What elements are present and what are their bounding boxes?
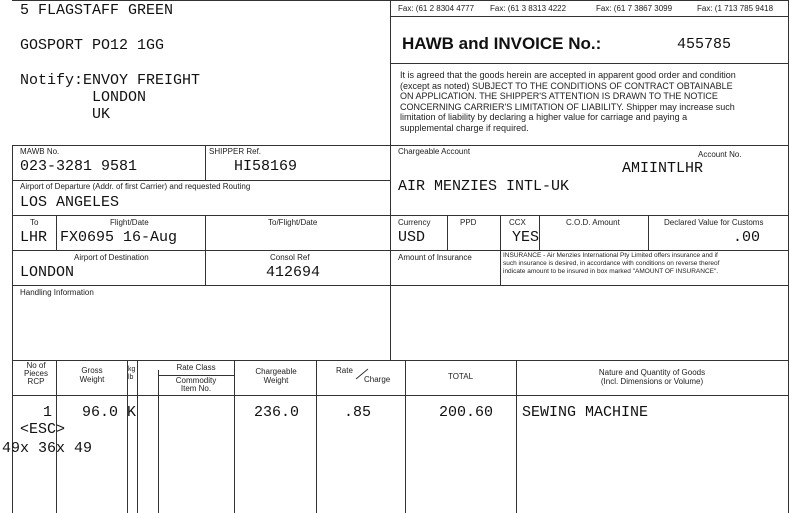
fax-number-4: Fax: (1 713 785 9418 <box>697 4 774 13</box>
notify-line-1: Notify:ENVOY FREIGHT <box>20 72 201 89</box>
mawb-shipper-divider <box>205 145 206 180</box>
col-chargeable-right <box>316 360 317 513</box>
mawb-row-top <box>12 145 788 146</box>
departure-value: LOS ANGELES <box>20 194 120 211</box>
top-border <box>12 0 788 1</box>
currency-label: Currency <box>398 218 431 227</box>
unit-header: kg lb <box>128 366 136 381</box>
shipper-postcode-line: GOSPORT PO12 1GG <box>20 37 165 54</box>
total-header: TOTAL <box>447 372 474 381</box>
esc-code: <ESC> <box>20 421 66 438</box>
destination-row-top <box>12 250 788 251</box>
fax-number-3: Fax: (61 7 3867 3099 <box>596 4 673 13</box>
ccx-value: YES <box>512 229 540 246</box>
account-no-value: AMIINTLHR <box>622 160 704 177</box>
account-no-label: Account No. <box>698 150 742 159</box>
rate-class-header: Rate Class <box>176 363 216 372</box>
goods-chargeable-weight: 236.0 <box>254 404 300 421</box>
terms-line-5: limitation of liability by declaring a higher value for carriage and paying a <box>400 112 688 122</box>
main-vertical-divider <box>390 0 391 360</box>
departure-row-top <box>12 180 390 181</box>
to-flight-divider <box>56 215 57 250</box>
commodity-header: Commodity Item No. <box>175 376 217 393</box>
goods-weight-unit: K <box>127 404 137 421</box>
to-label: To <box>30 218 39 227</box>
insurance-note: INSURANCE - Air Menzies International Pty Limited offers insurance and if such insurance is desired, in accordance with conditions on reverse thereof indicate amount to be insured in box marked "AMOUNT OF INSURANCE". <box>503 252 720 275</box>
fax-number-2: Fax: (61 3 8313 4222 <box>490 4 567 13</box>
nature-of-goods-header: Nature and Quantity of Goods (Incl. Dimensions or Volume) <box>598 368 706 386</box>
ppd-label: PPD <box>460 218 477 227</box>
pieces-header: No of Pieces RCP <box>23 361 48 386</box>
goods-header-top <box>12 360 788 361</box>
fax-row-divider <box>390 16 788 17</box>
left-border <box>12 145 13 513</box>
shipper-address-line: 5 FLAGSTAFF GREEN <box>20 2 174 19</box>
consol-ref-label: Consol Ref <box>270 253 310 262</box>
terms-line-4: CONCERNING CARRIER'S LIMITATION OF LIABILITY. Shipper may increase such <box>400 101 735 112</box>
currency-ppd-divider <box>447 215 448 250</box>
chargeable-account-value: AIR MENZIES INTL-UK <box>398 178 570 195</box>
notify-line-3: UK <box>92 106 111 123</box>
col-unit-right <box>137 360 138 513</box>
chargeable-account-label: Chargeable Account <box>398 147 471 156</box>
hawb-row-divider <box>390 63 788 64</box>
ccx-label: CCX <box>509 218 526 227</box>
chargeable-weight-header: Chargeable Weight <box>255 367 297 385</box>
goods-gross-weight: 96.0 <box>82 404 119 421</box>
declared-value: .00 <box>733 229 761 246</box>
routing-row-top <box>12 215 788 216</box>
gross-weight-header: Gross Weight <box>79 366 105 384</box>
terms-line-6: supplemental charge if required. <box>400 122 529 133</box>
cod-amount-label: C.O.D. Amount <box>566 218 620 227</box>
goods-total: 200.60 <box>439 404 494 421</box>
mawb-number: 023-3281 9581 <box>20 158 138 175</box>
handling-row-top <box>12 285 788 286</box>
to-value: LHR <box>20 229 48 246</box>
terms-text <box>400 70 778 133</box>
goods-pieces: 1 <box>42 404 52 421</box>
col-rate-right <box>405 360 406 513</box>
cod-declared-divider <box>648 215 649 250</box>
terms-line-1: It is agreed that the goods herein are accepted in apparent good order and condition <box>400 70 736 80</box>
shipper-ref-label: SHIPPER Ref. <box>209 147 262 156</box>
mawb-label: MAWB No. <box>20 147 60 156</box>
goods-dimensions: 49x 36x 49 <box>2 440 93 457</box>
invoice-number: 455785 <box>677 36 732 53</box>
insurance-amount-label: Amount of Insurance <box>398 253 472 262</box>
consol-ref-value: 412694 <box>266 264 321 281</box>
destination-label: Airport of Destination <box>74 253 149 262</box>
fax-number-1: Fax: (61 2 8304 4777 <box>398 4 475 13</box>
handling-information-label: Handling Information <box>20 288 94 297</box>
currency-value: USD <box>398 229 426 246</box>
notify-line-2: LONDON <box>92 89 147 106</box>
terms-line-2: (except as noted) SUBJECT TO THE CONDITIONS OF CONTRACT OBTAINABLE <box>400 80 733 91</box>
col-commodity-right <box>234 360 235 513</box>
terms-line-3: ON APPLICATION. THE SHIPPER'S ATTENTION IS DRAWN TO THE NOTICE <box>400 91 718 101</box>
goods-header-bottom <box>12 395 788 396</box>
right-border <box>788 0 789 513</box>
declared-value-label: Declared Value for Customs <box>664 218 764 227</box>
col-gross-right <box>127 360 128 513</box>
flight-date-label: Flight/Date <box>110 218 149 227</box>
rate-header: Rate <box>336 366 353 375</box>
charge-header: Charge <box>364 375 391 384</box>
flight-date-value: FX0695 16-Aug <box>60 229 178 246</box>
to-flight-date-label: To/Flight/Date <box>268 218 318 227</box>
goods-rate: .85 <box>344 404 372 421</box>
goods-description: SEWING MACHINE <box>522 404 649 421</box>
ccx-cod-divider <box>539 215 540 250</box>
hawb-invoice-title: HAWB and INVOICE No.: <box>402 34 602 53</box>
shipper-ref-value: HI58169 <box>234 158 298 175</box>
destination-value: LONDON <box>20 264 75 281</box>
departure-label: Airport of Departure (Addr. of first Carrier) and requested Routing <box>20 182 251 191</box>
